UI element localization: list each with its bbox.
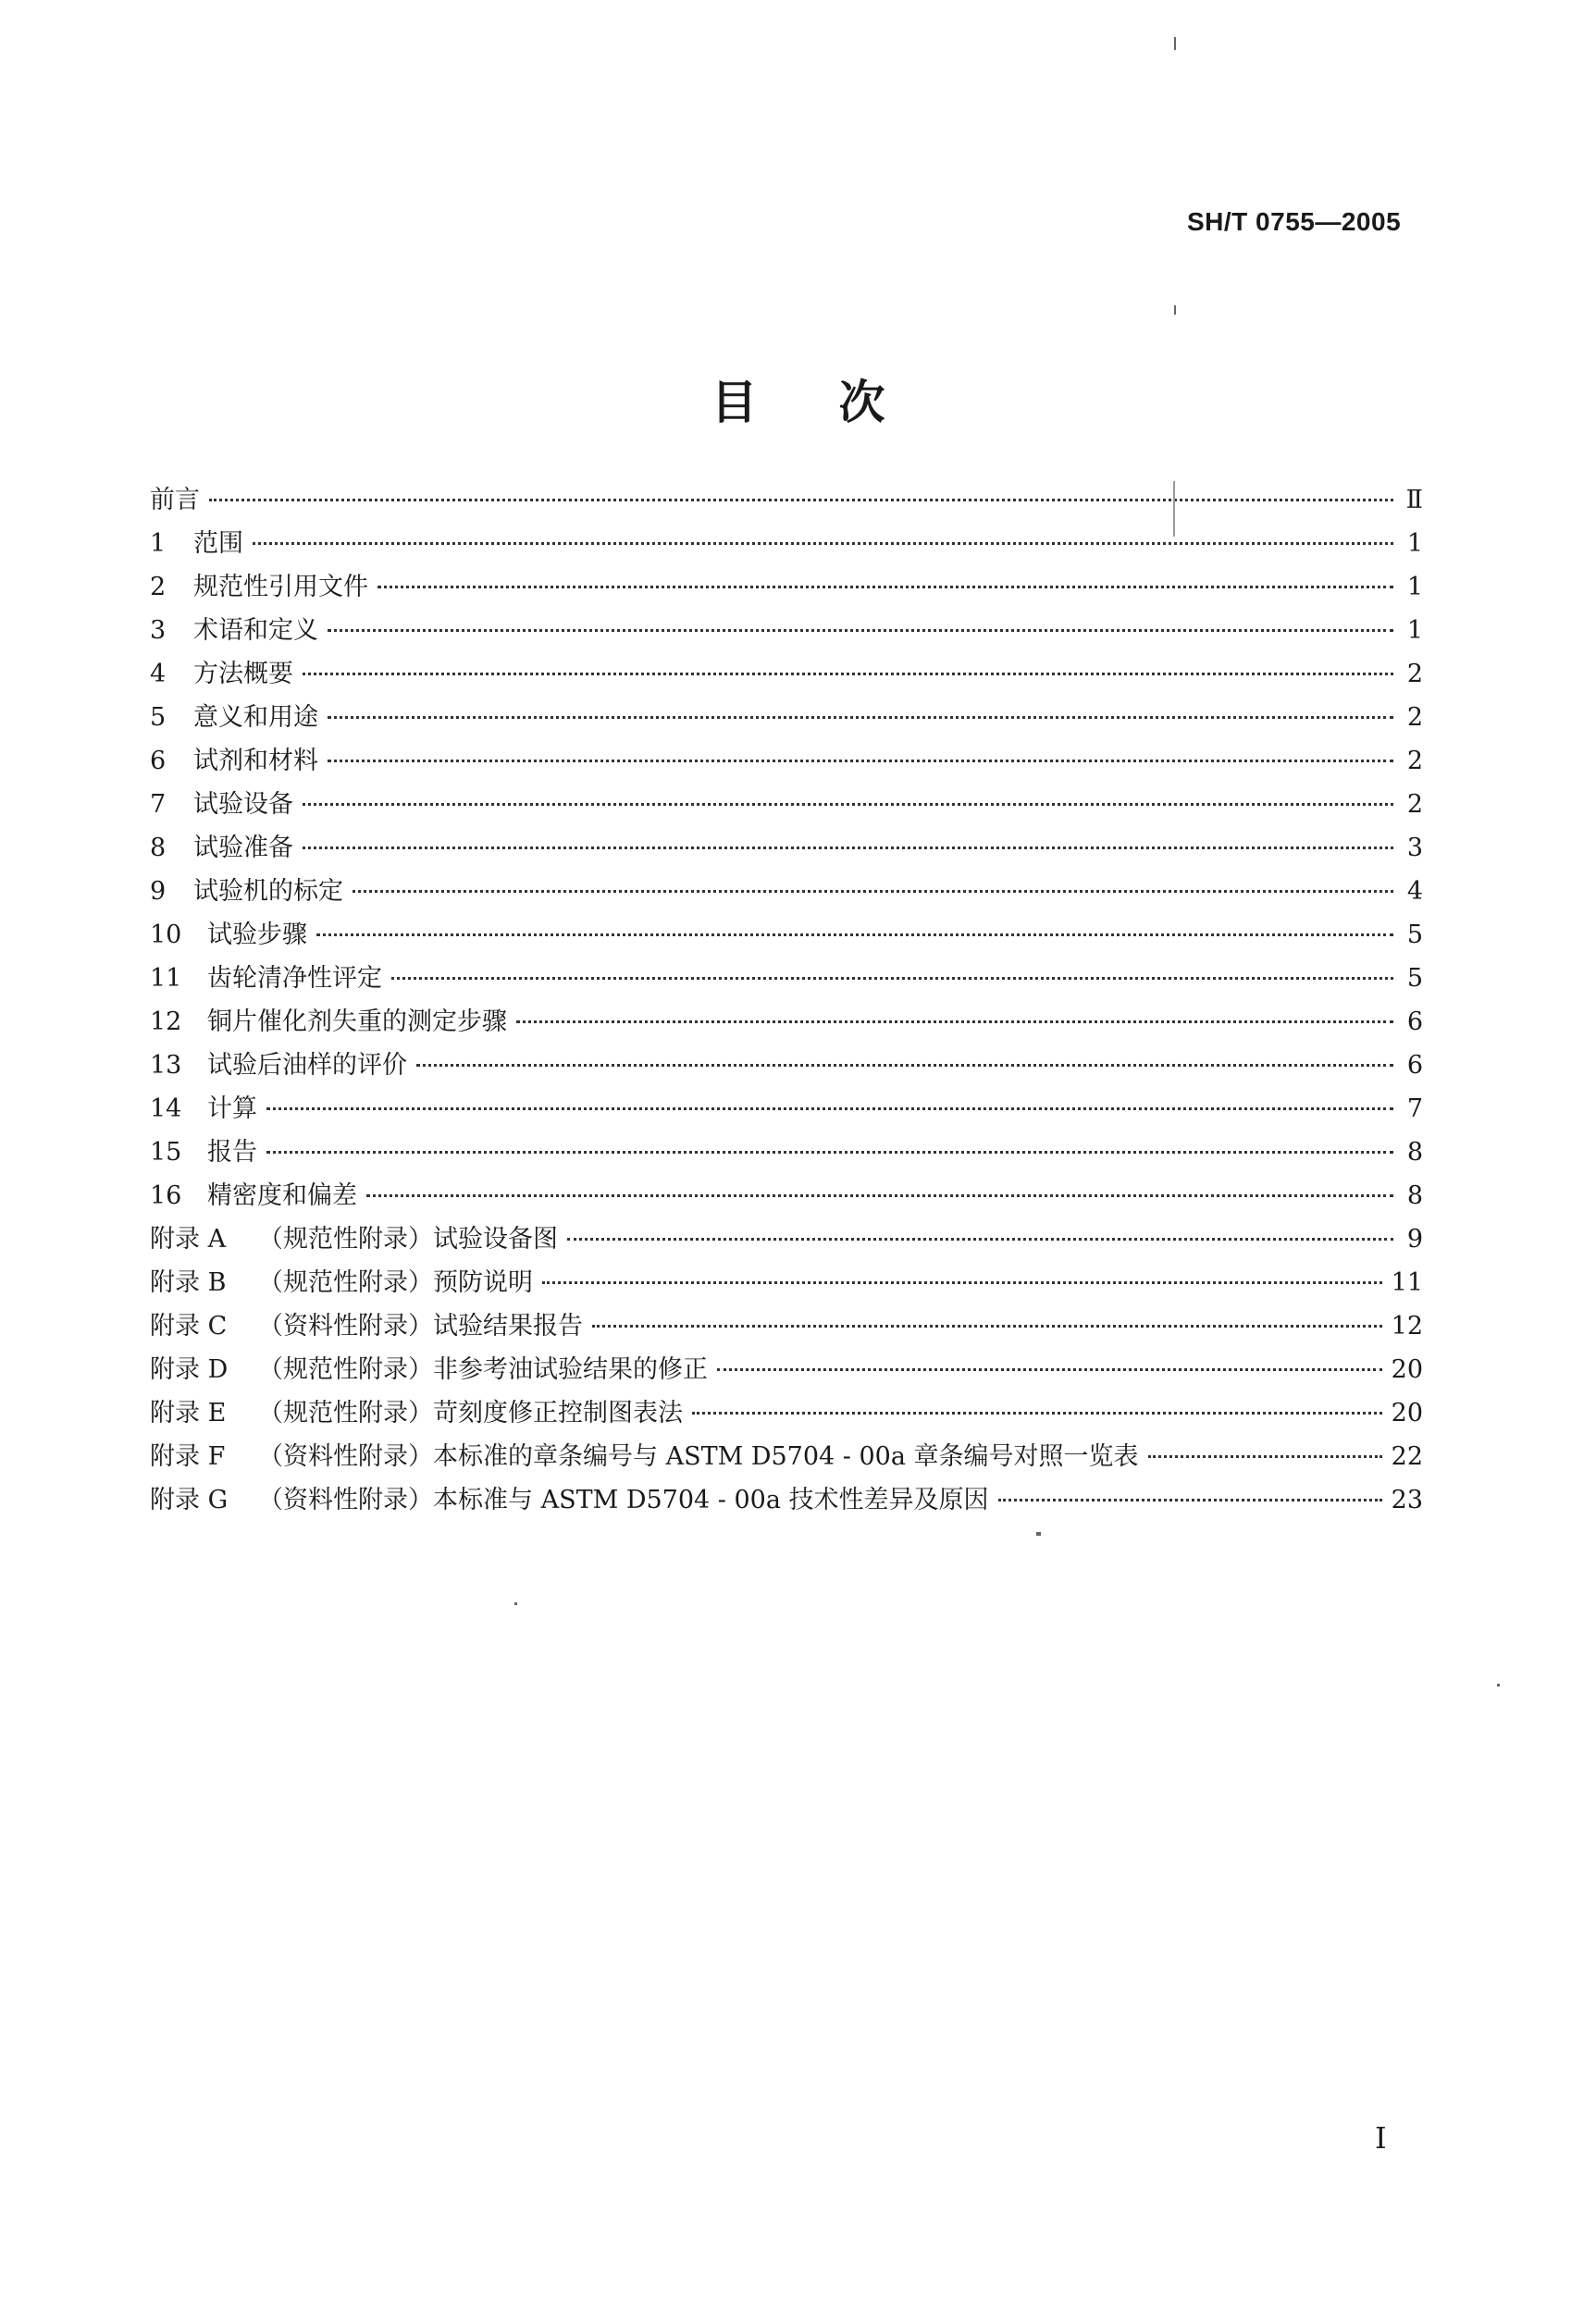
toc-entry-annex[interactable] <box>150 1305 1423 1349</box>
toc-page: 20 <box>1391 1399 1423 1427</box>
scan-speck <box>1497 1684 1500 1687</box>
toc-page: 3 <box>1406 834 1423 862</box>
toc-label: 前言 <box>150 486 200 514</box>
toc-page: 5 <box>1406 921 1423 949</box>
toc-label: （资料性附录）本标准的章条编号与 ASTM D5704 - 00a 章条编号对照一览表 <box>258 1442 1139 1471</box>
dot-leader <box>266 1151 1393 1154</box>
page-title <box>0 365 1596 432</box>
toc-label: 方法概要 <box>193 660 293 688</box>
toc-entry[interactable] <box>150 610 1423 653</box>
toc-label: 计算 <box>207 1094 257 1123</box>
title-char-1: 目 <box>711 376 758 429</box>
standard-code: SH/T 0755—2005 <box>1187 207 1402 236</box>
toc-number: 14 <box>150 1094 182 1123</box>
dot-leader <box>328 716 1393 719</box>
toc-entry[interactable] <box>150 784 1423 827</box>
toc-page: 20 <box>1391 1355 1423 1384</box>
toc-entry-annex[interactable] <box>150 1218 1423 1262</box>
dot-leader <box>328 760 1393 762</box>
dot-leader <box>316 933 1393 936</box>
toc-page: 4 <box>1406 877 1423 906</box>
toc-number: 11 <box>150 964 182 993</box>
toc-entry[interactable] <box>150 914 1423 958</box>
toc-page: 2 <box>1406 790 1423 819</box>
toc-entry[interactable] <box>150 1088 1423 1131</box>
toc-number: 附录 B <box>150 1268 227 1297</box>
toc-page: 1 <box>1406 616 1423 645</box>
toc-entry[interactable] <box>150 740 1423 784</box>
toc-label: （规范性附录）苛刻度修正控制图表法 <box>258 1399 683 1427</box>
dot-leader <box>303 803 1393 806</box>
table-of-contents <box>150 479 1423 1523</box>
toc-page: 5 <box>1406 964 1423 993</box>
toc-page: 2 <box>1406 660 1423 688</box>
title-char-2: 次 <box>838 376 885 429</box>
toc-label: 范围 <box>193 529 243 558</box>
dot-leader <box>416 1064 1393 1067</box>
toc-number: 8 <box>150 834 167 862</box>
toc-page: 1 <box>1406 573 1423 601</box>
toc-page: 8 <box>1406 1181 1423 1210</box>
dot-leader <box>253 542 1393 545</box>
dot-leader <box>303 673 1393 675</box>
toc-label: 规范性引用文件 <box>193 573 368 601</box>
scan-speck <box>1174 37 1176 50</box>
toc-label: （资料性附录）试验结果报告 <box>258 1312 583 1341</box>
dot-leader <box>353 890 1393 893</box>
toc-entry-annex[interactable] <box>150 1436 1423 1479</box>
scan-speck <box>514 1602 517 1605</box>
toc-page: 6 <box>1406 1051 1423 1080</box>
toc-number: 附录 A <box>150 1225 227 1254</box>
toc-number: 12 <box>150 1007 182 1036</box>
toc-page: 2 <box>1406 747 1423 775</box>
toc-entry[interactable] <box>150 1131 1423 1175</box>
toc-entry[interactable] <box>150 827 1423 871</box>
toc-number: 16 <box>150 1181 182 1210</box>
toc-label: 试验设备 <box>193 790 293 819</box>
toc-number: 附录 D <box>150 1355 229 1384</box>
dot-leader <box>692 1412 1382 1415</box>
scan-speck <box>1036 1532 1041 1536</box>
toc-number: 13 <box>150 1051 182 1080</box>
scan-speck <box>1173 481 1175 537</box>
toc-page: 12 <box>1391 1312 1423 1341</box>
toc-label: 试验机的标定 <box>193 877 343 906</box>
toc-label: 试验后油样的评价 <box>207 1051 407 1080</box>
toc-label: 报告 <box>207 1138 257 1167</box>
dot-leader <box>377 586 1393 588</box>
toc-entry[interactable] <box>150 1001 1423 1044</box>
toc-entry[interactable] <box>150 958 1423 1001</box>
toc-number: 附录 G <box>150 1486 229 1514</box>
dot-leader <box>209 499 1393 501</box>
toc-label: 术语和定义 <box>193 616 318 645</box>
dot-leader <box>516 1020 1393 1023</box>
toc-number: 4 <box>150 660 167 688</box>
dot-leader <box>328 629 1393 632</box>
toc-number: 5 <box>150 703 167 732</box>
dot-leader <box>998 1499 1382 1502</box>
toc-label: 试验准备 <box>193 834 293 862</box>
toc-page: 1 <box>1406 529 1423 558</box>
dot-leader <box>542 1281 1382 1284</box>
dot-leader <box>592 1325 1382 1328</box>
toc-label: 试剂和材料 <box>193 747 318 775</box>
toc-number: 1 <box>150 529 167 558</box>
toc-number: 附录 E <box>150 1399 227 1427</box>
dot-leader <box>391 977 1393 980</box>
toc-page: 7 <box>1406 1094 1423 1123</box>
toc-label: 铜片催化剂失重的测定步骤 <box>207 1007 507 1036</box>
toc-page: 2 <box>1406 703 1423 732</box>
toc-label: 试验步骤 <box>207 921 307 949</box>
toc-entry-annex[interactable] <box>150 1349 1423 1392</box>
toc-entry[interactable] <box>150 566 1423 610</box>
toc-entry-annex[interactable] <box>150 1392 1423 1436</box>
dot-leader <box>567 1238 1393 1241</box>
dot-leader <box>366 1194 1393 1197</box>
toc-entry[interactable] <box>150 1175 1423 1218</box>
toc-page: 8 <box>1406 1138 1423 1167</box>
toc-page: Ⅱ <box>1405 486 1423 514</box>
toc-label: （规范性附录）预防说明 <box>258 1268 533 1297</box>
toc-entry-foreword[interactable] <box>150 479 1423 523</box>
toc-number: 2 <box>150 573 167 601</box>
toc-label: 意义和用途 <box>193 703 318 732</box>
toc-page: 23 <box>1391 1486 1423 1514</box>
toc-entry[interactable] <box>150 871 1423 914</box>
toc-label: 精密度和偏差 <box>207 1181 357 1210</box>
toc-entry[interactable] <box>150 653 1423 697</box>
toc-number: 6 <box>150 747 167 775</box>
page-number: I <box>1375 2120 1387 2156</box>
dot-leader <box>266 1107 1393 1110</box>
toc-label: （规范性附录）非参考油试验结果的修正 <box>258 1355 708 1384</box>
toc-label: （资料性附录）本标准与 ASTM D5704 - 00a 技术性差异及原因 <box>258 1486 989 1514</box>
toc-entry-annex[interactable] <box>150 1479 1423 1523</box>
toc-page: 22 <box>1391 1442 1423 1471</box>
dot-leader <box>303 847 1393 849</box>
toc-number: 附录 F <box>150 1442 226 1471</box>
toc-entry[interactable] <box>150 523 1423 566</box>
toc-number: 9 <box>150 877 167 906</box>
toc-page: 9 <box>1406 1225 1423 1254</box>
toc-label: （规范性附录）试验设备图 <box>258 1225 558 1254</box>
toc-page: 6 <box>1406 1007 1423 1036</box>
toc-entry-annex[interactable] <box>150 1262 1423 1305</box>
toc-page: 11 <box>1391 1268 1423 1297</box>
toc-number: 7 <box>150 790 167 819</box>
toc-label: 齿轮清净性评定 <box>207 964 382 993</box>
toc-number: 15 <box>150 1138 182 1167</box>
toc-entry[interactable] <box>150 697 1423 740</box>
toc-number: 3 <box>150 616 167 645</box>
toc-entry[interactable] <box>150 1044 1423 1088</box>
dot-leader <box>717 1368 1382 1371</box>
toc-number: 附录 C <box>150 1312 228 1341</box>
scan-speck <box>1174 305 1176 315</box>
dot-leader <box>1148 1455 1382 1458</box>
toc-number: 10 <box>150 921 182 949</box>
